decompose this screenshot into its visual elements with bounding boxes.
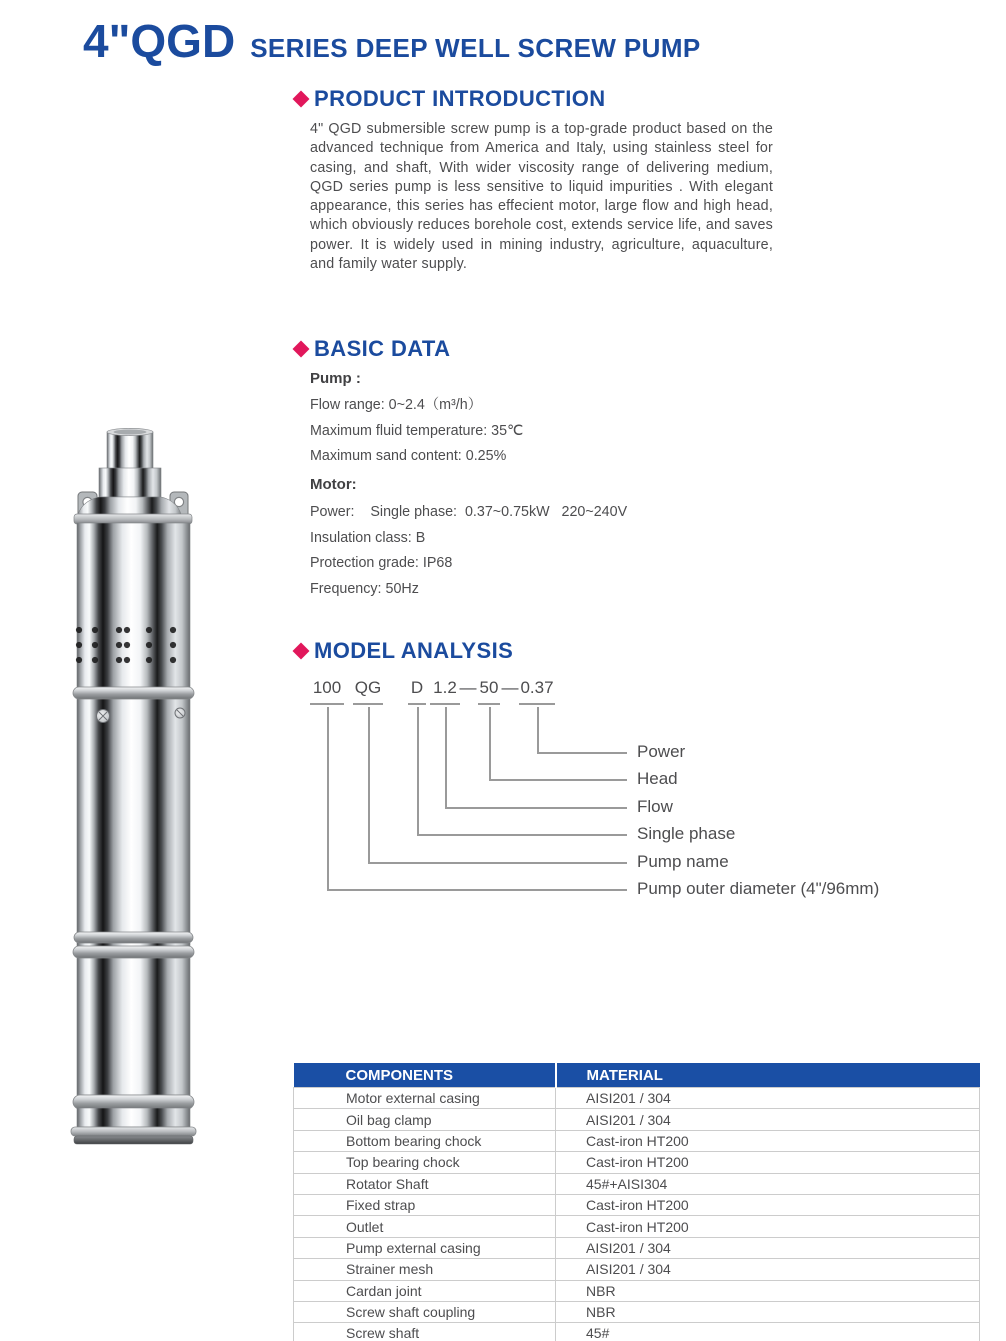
motor-data-label: Motor: — [310, 476, 357, 493]
leader-line-vertical — [445, 707, 447, 809]
leader-line-vertical — [368, 707, 370, 864]
material-cell: AISI201 / 304 — [556, 1259, 980, 1280]
basic-data-item: Power: Single phase: 0.37~0.75kW 220~240V — [310, 504, 628, 520]
material-cell: NBR — [556, 1301, 980, 1322]
leader-line-horizontal — [489, 779, 627, 781]
component-cell: Cardan joint — [294, 1280, 556, 1301]
leader-line-horizontal — [368, 862, 627, 864]
component-cell: Rotator Shaft — [294, 1173, 556, 1194]
leader-line-horizontal — [417, 834, 627, 836]
table-row — [294, 1216, 980, 1237]
model-code-segment: 1.2 — [430, 678, 460, 705]
material-cell: NBR — [556, 1280, 980, 1301]
leader-line-vertical — [327, 707, 329, 891]
model-code-segment: D — [408, 678, 426, 705]
basic-data-item: Flow range: 0~2.4（m³/h） — [310, 397, 483, 413]
model-code-segment: 0.37 — [519, 678, 555, 705]
leader-line-vertical — [417, 707, 419, 836]
model-code-label: Flow — [637, 797, 673, 816]
basic-data-item: Maximum sand content: 0.25% — [310, 448, 507, 464]
section-heading-text: PRODUCT INTRODUCTION — [314, 86, 606, 111]
basic-data-item: Protection grade: IP68 — [310, 555, 453, 571]
component-cell: Screw shaft — [294, 1323, 556, 1341]
material-column-header: MATERIAL — [556, 1063, 980, 1088]
table-row — [294, 1173, 980, 1194]
material-cell: Cast-iron HT200 — [556, 1216, 980, 1237]
table-row — [294, 1088, 980, 1109]
series-name: 4"QGD — [83, 15, 236, 67]
table-row — [294, 1259, 980, 1280]
leader-line-vertical — [489, 707, 491, 781]
series-subtitle: SERIES DEEP WELL SCREW PUMP — [250, 33, 701, 63]
model-code-label: Head — [637, 769, 678, 788]
component-cell: Motor external casing — [294, 1088, 556, 1109]
material-cell: 45#+AISI304 — [556, 1173, 980, 1194]
table-header-row — [294, 1063, 980, 1088]
table-row — [294, 1109, 980, 1130]
model-code-segment: 50 — [478, 678, 500, 705]
product-introduction-body: 4" QGD submersible screw pump is a top-grade product based on the advanced technique from America and Italy, using stainless steel for casing, and shaft, With wider viscosity range of delivering medium, QGD series pump is less sensitive to liquid impurities . With elegant appearance, this series has effecient motor, large flow and high head, which obviously reduces borehole cost, extends service life, and saves power. It is widely used in mining industry, agriculture, aquaculture, and family water supply. — [310, 121, 773, 273]
table-row — [294, 1152, 980, 1173]
table-row — [294, 1194, 980, 1215]
material-cell: Cast-iron HT200 — [556, 1152, 980, 1173]
table-row — [294, 1280, 980, 1301]
model-code-label: Pump name — [637, 852, 729, 871]
table-row — [294, 1237, 980, 1258]
model-code-segment: QG — [353, 678, 383, 705]
table-row — [294, 1301, 980, 1322]
component-cell: Fixed strap — [294, 1194, 556, 1215]
component-cell: Screw shaft coupling — [294, 1301, 556, 1322]
model-code-dash: — — [501, 678, 519, 697]
table-row — [294, 1130, 980, 1151]
component-cell: Top bearing chock — [294, 1152, 556, 1173]
model-code-label: Power — [637, 742, 686, 761]
model-code-label: Pump outer diameter (4"/96mm) — [637, 879, 880, 898]
table-row — [294, 1323, 980, 1341]
components-column-header: COMPONENTS — [294, 1063, 556, 1088]
pump-data-label: Pump : — [310, 370, 361, 387]
model-code-label: Single phase — [637, 824, 736, 843]
leader-line-horizontal — [327, 889, 627, 891]
components-table — [293, 1063, 980, 1341]
component-cell: Oil bag clamp — [294, 1109, 556, 1130]
material-cell: Cast-iron HT200 — [556, 1194, 980, 1215]
leader-line-vertical — [537, 707, 539, 754]
leader-line-horizontal — [537, 752, 627, 754]
component-cell: Outlet — [294, 1216, 556, 1237]
material-cell: AISI201 / 304 — [556, 1109, 980, 1130]
model-code-dash: — — [459, 678, 477, 697]
material-cell: AISI201 / 304 — [556, 1237, 980, 1258]
model-code-segment: 100 — [310, 678, 344, 705]
material-cell: Cast-iron HT200 — [556, 1130, 980, 1151]
section-heading-text: BASIC DATA — [314, 336, 451, 361]
section-heading-text: MODEL ANALYSIS — [314, 638, 514, 663]
material-cell: AISI201 / 304 — [556, 1088, 980, 1109]
component-cell: Strainer mesh — [294, 1259, 556, 1280]
basic-data-item: Frequency: 50Hz — [310, 580, 419, 597]
basic-data-item: Insulation class: B — [310, 529, 426, 546]
leader-line-horizontal — [445, 807, 627, 809]
material-cell: 45# — [556, 1323, 980, 1341]
basic-data-item: Maximum fluid temperature: 35℃ — [310, 422, 524, 439]
component-cell: Pump external casing — [294, 1237, 556, 1258]
component-cell: Bottom bearing chock — [294, 1130, 556, 1151]
